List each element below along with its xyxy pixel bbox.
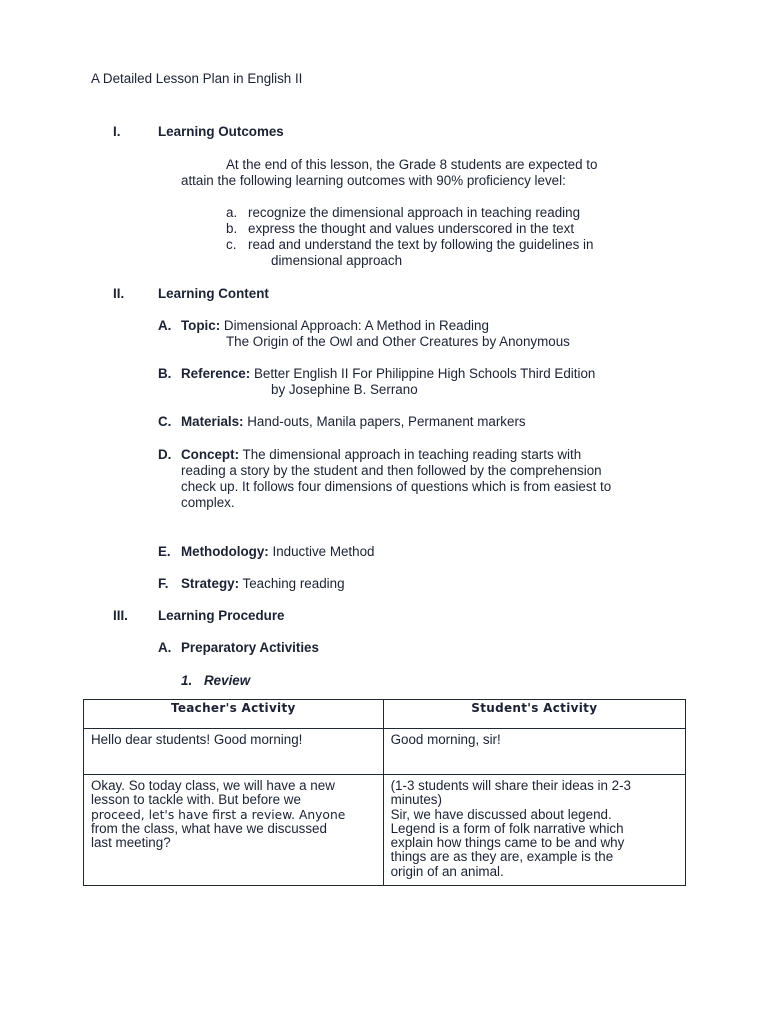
outcome-marker-b: b.	[226, 221, 238, 236]
methodology-line	[181, 544, 374, 560]
student-line: explain how things came to be and why	[390, 835, 625, 851]
topic-line	[181, 318, 489, 334]
student-line: (1-3 students will share their ideas in 2-3	[390, 778, 631, 793]
table-header-row	[84, 700, 686, 729]
review-step-marker: 1.	[181, 673, 193, 688]
outcomes-intro-line-1: At the end of this lesson, the Grade 8 students are expected to	[226, 157, 598, 172]
teacher-line: Okay. So today class, we will have a new	[91, 778, 335, 793]
activity-table	[83, 699, 686, 886]
outcome-marker-a: a.	[226, 205, 238, 220]
student-line: Sir, we have discussed about legend.	[390, 806, 612, 822]
teacher-line: last meeting?	[91, 835, 171, 851]
section-numeral-3: III.	[113, 608, 128, 623]
student-line: minutes)	[390, 792, 442, 808]
strategy-value: Teaching reading	[242, 576, 345, 591]
outcome-item-c: read and understand the text by following the guidelines in	[248, 237, 594, 252]
concept-label: Concept:	[181, 447, 240, 462]
strategy-label: Strategy:	[181, 576, 240, 591]
preparatory-activities-heading: Preparatory Activities	[181, 640, 319, 655]
strategy-line	[181, 576, 345, 592]
procedure-marker-a: A.	[158, 640, 172, 655]
outcome-item-b: express the thought and values underscored in the text	[248, 221, 575, 236]
teacher-line: lesson to tackle with. But before we	[91, 792, 301, 808]
review-step-label: Review	[204, 673, 251, 688]
teacher-line: proceed, let's have first a review. Anyone	[91, 807, 346, 822]
section-heading-procedure: Learning Procedure	[158, 608, 285, 623]
table-row	[84, 775, 686, 886]
content-marker-d: D.	[158, 447, 172, 462]
materials-line	[181, 414, 526, 430]
document-title: A Detailed Lesson Plan in English II	[91, 71, 303, 86]
outcome-item-a: recognize the dimensional approach in teaching reading	[248, 205, 581, 220]
outcome-item-c-continued: dimensional approach	[271, 253, 403, 268]
student-line: Legend is a form of folk narrative which	[390, 820, 624, 836]
concept-line-3: check up. It follows four dimensions of questions which is from easiest to	[181, 479, 612, 494]
concept-line-1	[181, 447, 581, 463]
student-line: origin of an animal.	[390, 863, 504, 879]
teacher-cell	[84, 729, 384, 775]
student-line: things are as they are, example is the	[390, 849, 614, 865]
student-cell	[383, 775, 685, 886]
section-numeral-1: I.	[113, 124, 121, 139]
content-marker-e: E.	[158, 544, 171, 559]
teacher-activity-header: Teacher's Activity	[84, 700, 384, 729]
reference-value: Better English II For Philippine High Schools Third Edition	[253, 366, 596, 381]
student-line: Good morning, sir!	[390, 732, 501, 747]
reference-value-line-2: by Josephine B. Serrano	[271, 382, 418, 397]
materials-label: Materials:	[181, 414, 244, 429]
section-numeral-2: II.	[113, 286, 125, 301]
student-cell	[383, 729, 685, 775]
concept-text-1: The dimensional approach in teaching reading starts with	[242, 447, 582, 462]
content-marker-c: C.	[158, 414, 172, 429]
section-heading-content: Learning Content	[158, 286, 269, 301]
concept-line-2: reading a story by the student and then followed by the comprehension	[181, 463, 602, 478]
outcomes-intro-line-2: attain the following learning outcomes with 90% proficiency level:	[181, 173, 566, 188]
concept-line-4: complex.	[181, 495, 235, 510]
teacher-line: from the class, what have we discussed	[91, 820, 327, 836]
teacher-cell	[84, 775, 384, 886]
content-marker-b: B.	[158, 366, 172, 381]
materials-value: Hand-outs, Manila papers, Permanent markers	[247, 414, 526, 429]
methodology-value: Inductive Method	[272, 544, 375, 559]
reference-line	[181, 366, 595, 382]
reference-label: Reference:	[181, 366, 251, 381]
topic-value-line-2: The Origin of the Owl and Other Creatures by Anonymous	[226, 334, 570, 349]
content-marker-a: A.	[158, 318, 172, 333]
methodology-label: Methodology:	[181, 544, 269, 559]
teacher-line: Hello dear students! Good morning!	[91, 732, 303, 747]
student-activity-header: Student's Activity	[383, 700, 685, 729]
table-row	[84, 729, 686, 775]
section-heading-outcomes: Learning Outcomes	[158, 124, 284, 139]
topic-label: Topic:	[181, 318, 221, 333]
outcome-marker-c: c.	[226, 237, 237, 252]
topic-value: Dimensional Approach: A Method in Reading	[223, 318, 489, 333]
content-marker-f: F.	[158, 576, 169, 591]
